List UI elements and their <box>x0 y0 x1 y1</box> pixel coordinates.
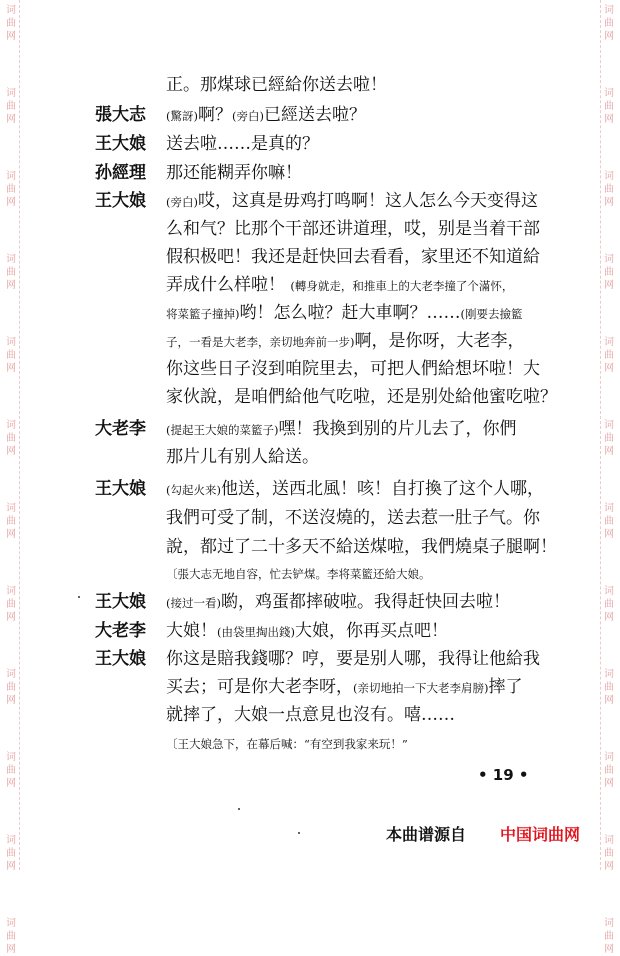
stage-direction: (接过一看) <box>166 596 221 610</box>
right-watermark-strip <box>600 0 617 955</box>
script-line <box>166 274 513 297</box>
script-line <box>166 302 523 325</box>
line-text: 你这些日子沒到咱院里去，可把人們給想坏啦！大 <box>166 359 540 379</box>
stage-direction: (由袋里掏出錢) <box>217 625 295 639</box>
script-line <box>166 330 525 353</box>
line-text: 家伙說，是咱們給他气吃啦，还是别处給他蜜吃啦？ <box>166 387 557 407</box>
line-text: 哎，这真是毋鸡打鸣啊！这人怎么今天变得这 <box>197 191 538 211</box>
script-line <box>166 507 540 529</box>
watermark-mark: 词 曲 网 <box>604 254 614 291</box>
speaker-name: 王大娘 <box>95 592 146 612</box>
script-line <box>166 536 557 558</box>
stage-direction: 将菜籃子撞掉) <box>166 307 240 321</box>
script-line <box>166 190 538 213</box>
page-number: • 19 • <box>478 766 529 784</box>
script-line <box>166 676 522 699</box>
print-speck <box>238 808 240 810</box>
script-line <box>166 246 540 268</box>
watermark-mark: 词 曲 网 <box>604 337 614 374</box>
watermark-mark: 词 曲 网 <box>6 337 16 374</box>
stage-note: 〔張大志无地自容，忙去铲煤。李将菜籃还給大娘。 <box>166 567 431 581</box>
script-line <box>166 104 366 127</box>
watermark-mark: 词 曲 网 <box>604 752 614 789</box>
line-text: 买去；可是你大老李呀， <box>166 677 353 697</box>
print-speck <box>298 832 300 834</box>
speaker-name: 王大娘 <box>95 191 146 211</box>
watermark-mark: 词 曲 网 <box>604 669 614 706</box>
stage-note: 〔王大娘急下，在幕后喊：“有空到我家来玩！” <box>166 737 408 751</box>
line-text: 我們可受了制，不送沒燒的，送去惹一肚子气。你 <box>166 508 540 528</box>
script-line <box>166 74 387 96</box>
line-text: 那还能糊弄你嘛！ <box>166 163 302 183</box>
speaker-name: 大老李 <box>95 621 146 641</box>
stage-direction: 子，一看是大老李，亲切地奔前一步) <box>166 335 355 349</box>
watermark-mark: 词 曲 网 <box>6 835 16 872</box>
watermark-mark: 词 曲 网 <box>604 88 614 125</box>
line-text: 喲，鸡蛋都摔破啦。我得赶快回去啦！ <box>220 592 510 612</box>
line-text: 么和气？比那个干部还讲道理，哎，别是当着干部 <box>166 219 540 239</box>
line-text: 他送，送西北風！咳！自打換了这个人哪， <box>220 479 544 499</box>
stage-direction: (旁白) <box>231 109 264 123</box>
line-text: 摔了 <box>488 677 523 697</box>
line-text: 啊？ <box>197 105 232 125</box>
speaker-name: 王大娘 <box>95 479 146 499</box>
line-text: 那片儿有别人給送。 <box>166 447 319 467</box>
script-line <box>166 133 319 155</box>
line-text: 說，都过了二十多天不給送煤啦，我們燒桌子腿啊！ <box>166 537 557 557</box>
left-watermark-strip <box>3 0 20 955</box>
stage-direction: (勾起火来) <box>166 483 221 497</box>
watermark-mark: 词 曲 网 <box>604 171 614 208</box>
script-line <box>166 358 540 380</box>
stage-direction: (刚要去撿籃 <box>460 307 523 321</box>
watermark-mark: 词 曲 网 <box>6 503 16 540</box>
speaker-name: 大老李 <box>95 419 146 439</box>
stage-direction: (旁白) <box>166 195 198 209</box>
script-line <box>166 620 448 643</box>
watermark-mark: 词 曲 网 <box>6 586 16 623</box>
script-line <box>166 446 319 468</box>
print-speck <box>78 596 80 598</box>
watermark-mark: 词 曲 网 <box>6 752 16 789</box>
watermark-mark: 词 曲 网 <box>604 835 614 872</box>
script-line <box>166 478 544 501</box>
watermark-mark: 词 曲 网 <box>604 420 614 457</box>
watermark-mark: 词 曲 网 <box>6 171 16 208</box>
line-text: 送去啦……是真的？ <box>166 134 319 154</box>
stage-direction: (驚訝) <box>166 109 198 123</box>
script-line <box>166 704 455 726</box>
watermark-mark: 词 曲 网 <box>6 254 16 291</box>
line-text: 嘿！我換到别的片儿去了，你們 <box>278 419 517 439</box>
line-text: 就摔了，大娘一点意見也沒有。嘻…… <box>166 705 455 725</box>
speaker-name: 王大娘 <box>95 134 146 154</box>
footer-site-name: 中国词曲网 <box>500 825 581 844</box>
speaker-name: 孙經理 <box>95 163 146 183</box>
watermark-mark: 词 曲 网 <box>604 5 614 42</box>
watermark-mark: 词 曲 网 <box>6 88 16 125</box>
script-line <box>166 386 557 408</box>
line-text: 弄成什么样啦！ <box>166 275 285 295</box>
watermark-mark: 词 曲 网 <box>6 420 16 457</box>
line-text: 啊，是你呀，大老李， <box>354 331 525 351</box>
watermark-mark: 词 曲 网 <box>6 5 16 42</box>
footer-source-label: 本曲谱源自 <box>386 825 467 844</box>
script-line <box>166 418 516 441</box>
line-text: 已經送去啦？ <box>263 105 366 125</box>
line-text: 大娘，你再买点吧！ <box>294 621 448 641</box>
watermark-mark: 词 曲 网 <box>604 586 614 623</box>
speaker-name: 王大娘 <box>95 649 146 669</box>
watermark-mark: 词 曲 网 <box>604 918 614 955</box>
line-text: 正。那煤球已經給你送去啦！ <box>166 75 387 95</box>
stage-direction: (亲切地拍一下大老李肩膀) <box>353 681 489 695</box>
line-text: 哟！怎么啦？赶大車啊？…… <box>239 303 461 323</box>
script-line <box>166 648 540 670</box>
watermark-mark: 词 曲 网 <box>6 918 16 955</box>
script-line <box>166 591 510 614</box>
script-line <box>166 162 302 184</box>
stage-direction: (轉身就走，和推車上的大老李撞了个滿怀， <box>290 279 514 293</box>
watermark-mark: 词 曲 网 <box>6 669 16 706</box>
line-text: 大娘！ <box>166 621 217 641</box>
watermark-mark: 词 曲 网 <box>604 503 614 540</box>
script-line <box>166 218 540 240</box>
line-text: 假积极吧！我还是赶快回去看看，家里还不知道給 <box>166 247 540 267</box>
line-text: 你这是賠我錢哪？哼，要是别人哪，我得让他給我 <box>166 649 540 669</box>
stage-direction: (提起王大娘的菜籃子) <box>166 423 279 437</box>
speaker-name: 張大志 <box>95 105 146 125</box>
